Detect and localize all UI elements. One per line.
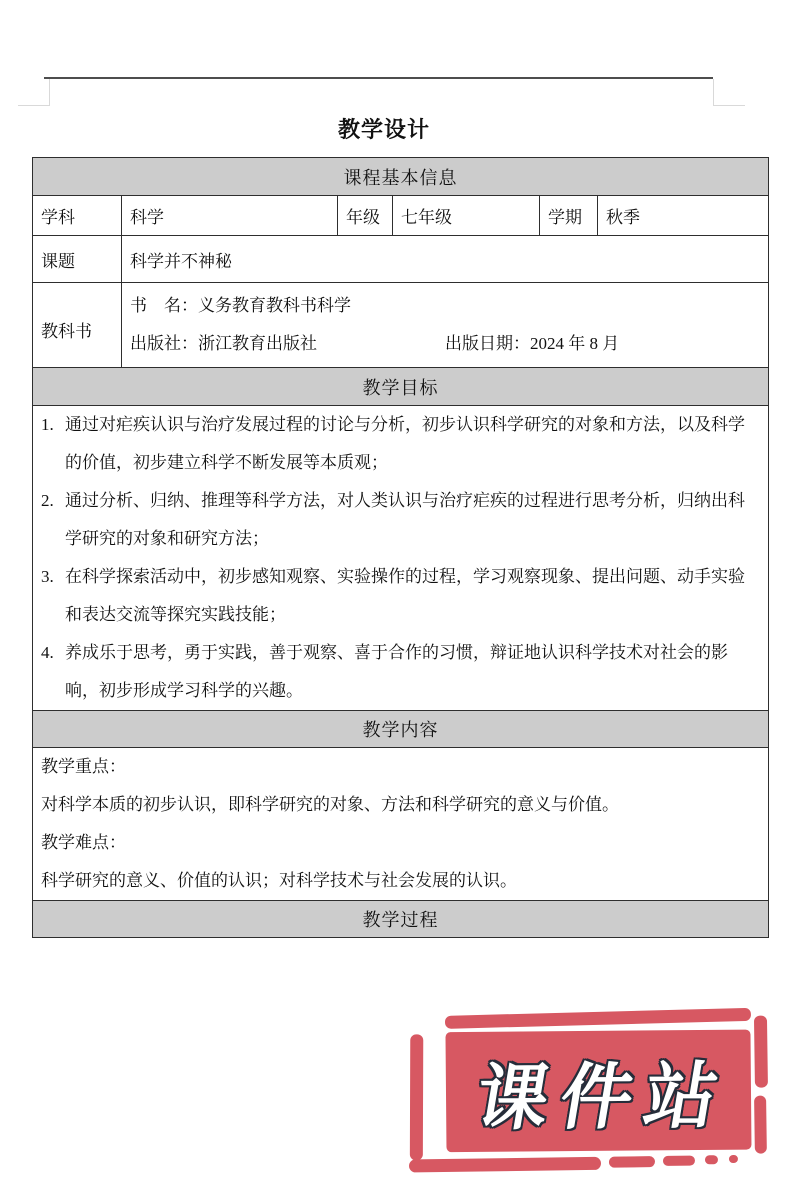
textbook-publish-date: 出版日期：2024 年 8 月: [445, 334, 620, 353]
stamp-border-stroke: [409, 1157, 601, 1173]
content-line: 科学研究的意义、价值的认识；对科学技术与社会发展的认识。: [41, 871, 517, 890]
objective-text: 通过分析、归纳、推理等科学方法，对人类认识与治疗疟疾的过程进行思考分析，归纳出科学研究的对象和研究方法；: [65, 491, 745, 548]
content-body: [33, 748, 769, 901]
page-title: 教学设计: [337, 117, 430, 142]
table-row: [33, 901, 769, 938]
objectives-body: [33, 406, 769, 711]
stamp-border-stroke: [754, 1096, 767, 1154]
subject-value: 科学: [122, 196, 338, 236]
stamp-border-stroke: [663, 1156, 695, 1166]
table-row: [33, 748, 769, 901]
table-row: [33, 406, 769, 711]
margin-crop-mark-right: [713, 79, 745, 106]
grade-label: 年级: [338, 196, 393, 236]
margin-crop-mark-left: [18, 79, 50, 106]
table-row: [33, 236, 769, 283]
watermark-stamp: [407, 1003, 769, 1180]
table-row: [33, 283, 769, 368]
stamp-border-stroke: [705, 1155, 718, 1164]
stamp-border-stroke: [729, 1155, 738, 1163]
content-line: 对科学本质的初步认识，即科学研究的对象、方法和科学研究的意义与价值。: [41, 795, 619, 814]
content-line: 教学难点：: [41, 833, 126, 852]
header-rule: [44, 77, 713, 79]
objective-number: 3.: [41, 567, 54, 586]
stamp-text: 课件站: [470, 1056, 737, 1139]
textbook-info: [122, 283, 769, 368]
objective-number: 1.: [41, 415, 54, 434]
stamp-box: [445, 1030, 751, 1153]
table-row: [33, 368, 769, 406]
stamp-border-stroke: [445, 1008, 751, 1029]
objective-text: 养成乐于思考，勇于实践，善于观察、喜于合作的习惯，辩证地认识科学技术对社会的影响，初步形成学习科学的兴趣。: [65, 643, 728, 700]
stamp-border-stroke: [754, 1015, 768, 1087]
table-row: [33, 711, 769, 748]
grade-value: 七年级: [393, 196, 540, 236]
term-label: 学期: [540, 196, 598, 236]
section-header-process: 教学过程: [33, 901, 769, 938]
textbook-label: 教科书: [33, 283, 122, 368]
content-line: 教学重点：: [41, 757, 126, 776]
textbook-name: 书 名：义务教育教科书科学: [130, 296, 351, 315]
objective-number: 2.: [41, 491, 54, 510]
stamp-border-stroke: [609, 1156, 655, 1168]
objective-text: 通过对疟疾认识与治疗发展过程的讨论与分析，初步认识科学研究的对象和方法，以及科学的价值，初步建立科学不断发展等本质观；: [65, 415, 745, 472]
objective-text: 在科学探索活动中，初步感知观察、实验操作的过程，学习观察现象、提出问题、动手实验和表达交流等探究实践技能；: [65, 567, 745, 624]
table-row: [33, 196, 769, 236]
objective-item: [41, 634, 760, 710]
lesson-plan-table: [32, 157, 769, 938]
stamp-border-stroke: [410, 1034, 423, 1160]
term-value: 秋季: [598, 196, 769, 236]
objective-item: [41, 482, 760, 558]
textbook-publisher-line: [130, 325, 760, 363]
section-header-content: 教学内容: [33, 711, 769, 748]
objective-item: [41, 558, 760, 634]
objective-number: 4.: [41, 643, 54, 662]
section-header-objectives: 教学目标: [33, 368, 769, 406]
topic-label: 课题: [33, 236, 122, 283]
table-row: [33, 158, 769, 196]
subject-label: 学科: [33, 196, 122, 236]
topic-value: 科学并不神秘: [122, 236, 769, 283]
textbook-publisher: 出版社：浙江教育出版社: [130, 334, 317, 353]
section-header-basic-info: 课程基本信息: [33, 158, 769, 196]
objective-item: [41, 406, 760, 482]
